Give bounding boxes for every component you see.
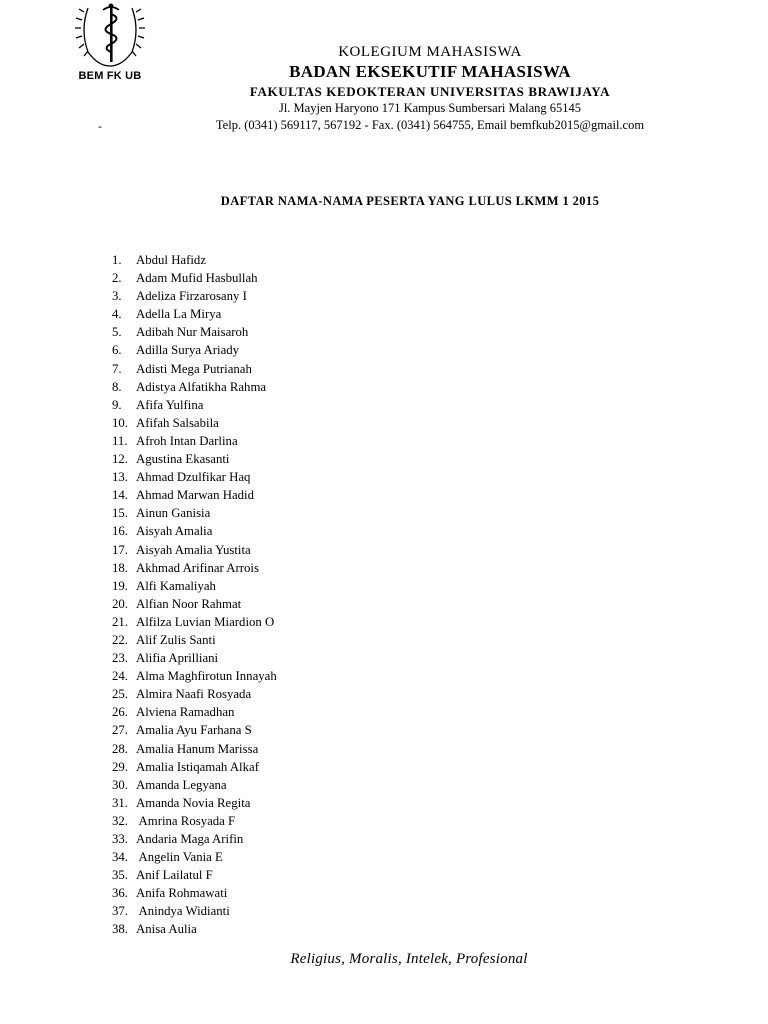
list-item-number: 31. bbox=[112, 795, 128, 810]
list-item-number: 38. bbox=[112, 922, 128, 937]
list-item bbox=[112, 504, 277, 522]
list-item bbox=[112, 613, 277, 631]
participant-list bbox=[112, 251, 277, 939]
list-item-name: Amrina Rosyada F bbox=[136, 813, 236, 828]
list-item-name: Adeliza Firzarosany I bbox=[136, 289, 247, 304]
list-item bbox=[112, 577, 277, 595]
list-item bbox=[112, 649, 277, 667]
list-item-name: Amalia Ayu Farhana S bbox=[136, 723, 252, 738]
list-item bbox=[112, 305, 277, 323]
list-item-name: Afroh Intan Darlina bbox=[136, 433, 238, 448]
list-item-name: Amalia Istiqamah Alkaf bbox=[136, 759, 259, 774]
list-item-name: Adella La Mirya bbox=[136, 307, 222, 322]
list-item-name: Abdul Hafidz bbox=[136, 253, 207, 267]
list-item bbox=[112, 721, 277, 739]
bem-fk-ub-logo bbox=[58, 0, 162, 90]
list-item-name: Anif Lailatul F bbox=[136, 868, 213, 883]
list-item-number: 11. bbox=[112, 433, 128, 448]
list-item bbox=[112, 251, 277, 269]
list-item-number: 37. bbox=[112, 904, 128, 919]
list-item-number: 10. bbox=[112, 415, 128, 430]
list-item-name: Amanda Novia Regita bbox=[136, 795, 251, 810]
list-item bbox=[112, 920, 277, 938]
list-item-number: 3. bbox=[112, 289, 122, 304]
list-item bbox=[112, 866, 277, 884]
list-item-number: 4. bbox=[112, 307, 122, 322]
list-item bbox=[112, 396, 277, 414]
list-item-name: Akhmad Arifinar Arrois bbox=[136, 560, 259, 575]
list-item-name: Afifah Salsabila bbox=[136, 415, 219, 430]
list-item-number: 14. bbox=[112, 488, 128, 503]
list-item-number: 21. bbox=[112, 614, 128, 629]
list-item-name: Adibah Nur Maisaroh bbox=[136, 325, 249, 340]
list-item-number: 5. bbox=[112, 325, 122, 340]
list-item-number: 35. bbox=[112, 868, 128, 883]
list-item-name: Andaria Maga Arifin bbox=[136, 832, 244, 846]
list-item bbox=[112, 776, 277, 794]
list-item-number: 12. bbox=[112, 452, 128, 467]
list-item-number: 26. bbox=[112, 705, 128, 720]
list-item-name: Adilla Surya Ariady bbox=[136, 343, 240, 358]
list-item-number: 33. bbox=[112, 832, 128, 846]
list-item-name: Aisyah Amalia bbox=[136, 524, 213, 539]
list-item-name: Agustina Ekasanti bbox=[136, 452, 230, 467]
list-item-name: Adam Mufid Hasbullah bbox=[136, 271, 258, 286]
list-item-number: 7. bbox=[112, 361, 122, 376]
list-item-number: 20. bbox=[112, 596, 128, 611]
caduceus-crescent-emblem bbox=[58, 0, 162, 72]
list-item bbox=[112, 378, 277, 396]
list-item-number: 34. bbox=[112, 850, 128, 865]
list-item-number: 32. bbox=[112, 813, 128, 828]
list-item-name: Afifa Yulfina bbox=[136, 397, 204, 412]
list-item bbox=[112, 703, 277, 721]
organization-heading: BADAN EKSEKUTIF MAHASISWA bbox=[289, 62, 571, 81]
list-item-number: 30. bbox=[112, 777, 128, 792]
list-item-name: Angelin Vania E bbox=[136, 850, 223, 865]
list-item bbox=[112, 341, 277, 359]
list-item bbox=[112, 323, 277, 341]
list-item bbox=[112, 287, 277, 305]
list-item-number: 17. bbox=[112, 542, 128, 557]
list-item-name: Alifia Aprilliani bbox=[136, 651, 219, 666]
list-item bbox=[112, 360, 277, 378]
list-item-number: 24. bbox=[112, 669, 128, 684]
kolegium-heading: KOLEGIUM MAHASISWA bbox=[338, 44, 522, 60]
list-item-name: Amanda Legyana bbox=[136, 777, 227, 792]
list-item-number: 36. bbox=[112, 886, 128, 901]
list-item bbox=[112, 667, 277, 685]
list-item-number: 19. bbox=[112, 578, 128, 593]
list-item-number: 9. bbox=[112, 397, 122, 412]
list-item-number: 29. bbox=[112, 759, 128, 774]
list-item-name: Anisa Aulia bbox=[136, 922, 197, 937]
list-item-name: Alif Zulis Santi bbox=[136, 632, 216, 647]
logo-label: BEM FK UB bbox=[78, 70, 142, 82]
list-item-name: Ahmad Marwan Hadid bbox=[136, 488, 254, 503]
list-item-number: 2. bbox=[112, 271, 122, 286]
faculty-heading: FAKULTAS KEDOKTERAN UNIVERSITAS BRAWIJAYA bbox=[249, 84, 611, 99]
letterhead bbox=[160, 44, 700, 134]
list-item-name: Ainun Ganisia bbox=[136, 506, 211, 521]
list-item-name: Aisyah Amalia Yustita bbox=[136, 542, 251, 557]
list-item-number: 23. bbox=[112, 651, 128, 666]
list-item bbox=[112, 740, 277, 758]
list-item-number: 28. bbox=[112, 741, 128, 756]
address-line: Jl. Mayjen Haryono 171 Kampus Sumbersari Malang 65145 bbox=[278, 101, 582, 115]
list-item bbox=[112, 884, 277, 902]
list-item-name: Adisti Mega Putrianah bbox=[136, 361, 252, 376]
list-item bbox=[112, 830, 277, 848]
list-item-number: 1. bbox=[112, 253, 122, 267]
list-item-name: Almira Naafi Rosyada bbox=[136, 687, 252, 702]
list-item bbox=[112, 812, 277, 830]
list-item-number: 16. bbox=[112, 524, 128, 539]
list-item bbox=[112, 848, 277, 866]
list-item-number: 13. bbox=[112, 470, 128, 485]
list-item bbox=[112, 414, 277, 432]
motto-footer: Religius, Moralis, Intelek, Profesional bbox=[290, 951, 528, 967]
list-item-name: Ahmad Dzulfikar Haq bbox=[136, 470, 251, 485]
list-item bbox=[112, 685, 277, 703]
list-item bbox=[112, 758, 277, 776]
list-item-name: Anindya Widianti bbox=[136, 904, 230, 919]
list-item-name: Amalia Hanum Marissa bbox=[136, 741, 259, 756]
contact-line: Telp. (0341) 569117, 567192 - Fax. (0341) 564755, Email bemfkub2015@gmail.com bbox=[215, 118, 645, 132]
list-item-number: 22. bbox=[112, 632, 128, 647]
list-item bbox=[112, 432, 277, 450]
list-item-name: Alfian Noor Rahmat bbox=[136, 596, 242, 611]
list-item-number: 8. bbox=[112, 379, 122, 394]
list-item bbox=[112, 522, 277, 540]
list-item bbox=[112, 902, 277, 920]
list-item bbox=[112, 541, 277, 559]
list-item-number: 18. bbox=[112, 560, 128, 575]
list-item-name: Alfilza Luvian Miardion O bbox=[136, 614, 275, 629]
list-item bbox=[112, 468, 277, 486]
list-item bbox=[112, 269, 277, 287]
list-item-number: 27. bbox=[112, 723, 128, 738]
list-item bbox=[112, 595, 277, 613]
list-item-number: 6. bbox=[112, 343, 122, 358]
list-item-name: Adistya Alfatikha Rahma bbox=[136, 379, 267, 394]
document-title: DAFTAR NAMA-NAMA PESERTA YANG LULUS LKMM 1 2015 bbox=[220, 194, 600, 208]
list-item-number: 15. bbox=[112, 506, 128, 521]
list-item bbox=[112, 486, 277, 504]
list-item bbox=[112, 794, 277, 812]
list-item-name: Alfi Kamaliyah bbox=[136, 578, 216, 593]
list-item bbox=[112, 450, 277, 468]
list-item-number: 25. bbox=[112, 687, 128, 702]
list-item-name: Alma Maghfirotun Innayah bbox=[136, 669, 277, 684]
list-item-name: Anifa Rohmawati bbox=[136, 886, 228, 901]
stray-dash: - bbox=[98, 119, 102, 133]
list-item bbox=[112, 559, 277, 577]
list-item-name: Alviena Ramadhan bbox=[136, 705, 235, 720]
list-item bbox=[112, 631, 277, 649]
